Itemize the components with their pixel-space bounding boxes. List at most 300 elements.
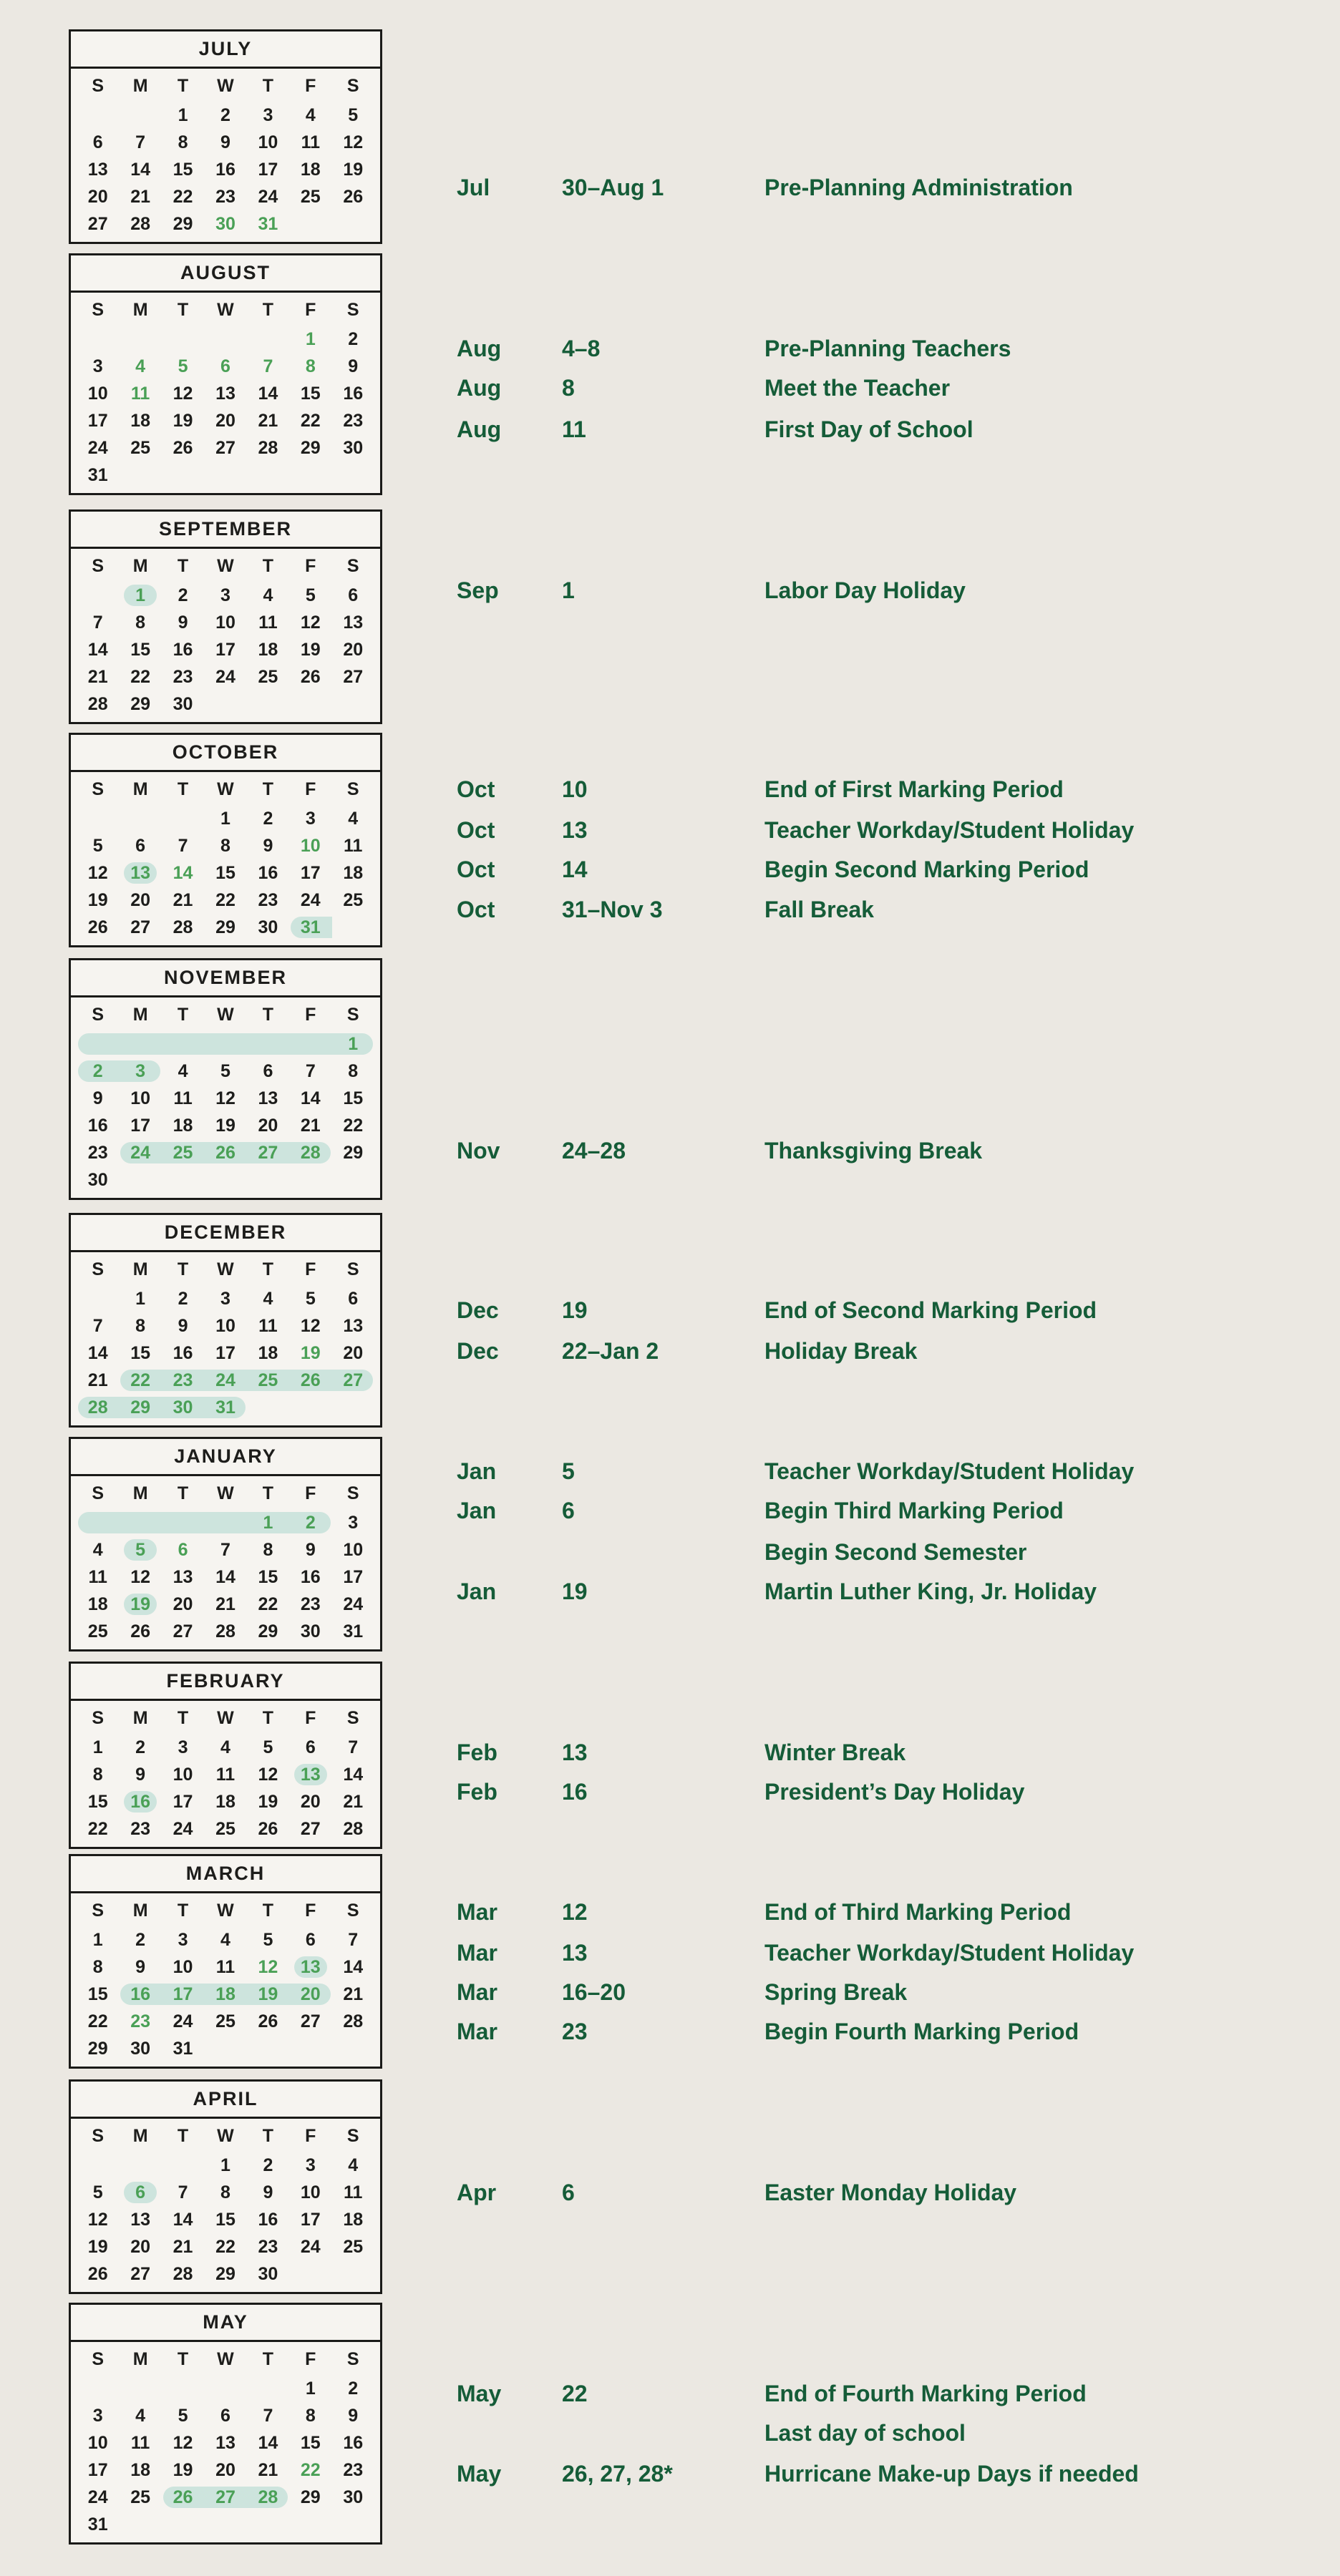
day-cell [77,2152,119,2179]
day-cell [247,462,289,489]
highlight-bar [119,1512,161,1533]
day-cell [204,1340,246,1367]
weekday-label: W [217,1900,234,1921]
day-cell [162,2008,204,2035]
day-cell [162,1761,204,1788]
day-number: 12 [173,2432,193,2453]
week-row [77,2008,374,2035]
day-cell [204,407,246,434]
day-cell [162,1030,204,1058]
weekday-label: W [217,1483,234,1503]
day-cell [77,1953,119,1981]
event-dates: 1 [562,577,575,603]
day-cell [119,2206,161,2233]
day-number: 31 [258,213,278,234]
event-row [457,2019,1079,2045]
day-cell [332,434,374,462]
day-cell [77,183,119,210]
day-number: 8 [92,1764,103,1785]
day-number: 3 [220,1288,230,1309]
day-number: 16 [173,1342,193,1363]
day-cell [77,832,119,859]
day-cell [77,1734,119,1761]
day-number: 25 [258,666,278,687]
event-month: Aug [457,416,502,442]
day-cell [289,887,331,914]
event-month: Aug [457,336,502,361]
weekday-label: T [177,779,189,799]
day-cell [204,2008,246,2035]
day-cell [332,1981,374,2008]
day-number: 1 [305,328,316,349]
event-row [457,1579,1097,1605]
day-cell [77,407,119,434]
day-cell [332,1367,374,1394]
day-number: 8 [178,132,188,152]
weekday-header-row [77,1478,374,1509]
month-grid [71,1476,380,1649]
day-cell [77,2206,119,2233]
day-cell [162,636,204,663]
day-cell [204,2457,246,2484]
day-number: 13 [130,2209,151,2230]
day-cell [247,1085,289,1112]
day-number: 13 [300,1956,321,1977]
day-number: 8 [305,2405,316,2426]
event-month [457,1539,562,1566]
day-number: 4 [348,2155,359,2175]
day-number: 19 [173,410,193,431]
day-number: 29 [300,2487,321,2507]
day-cell [162,1788,204,1815]
day-cell [332,691,374,718]
week-row [77,102,374,129]
day-cell [119,129,161,156]
day-cell [162,2152,204,2179]
day-number: 19 [130,1594,151,1614]
day-cell [77,582,119,609]
weekday-label: F [305,2348,316,2369]
day-number: 27 [215,2487,236,2507]
day-cell [119,1815,161,1843]
day-cell [289,1981,331,2008]
day-number: 29 [215,2263,236,2284]
day-number: 1 [178,104,188,125]
day-cell [119,1367,161,1394]
day-number: 15 [130,639,151,660]
event-label: Begin Second Semester [764,1539,1027,1565]
day-cell [204,1030,246,1058]
event-row [457,336,1011,362]
day-cell [77,691,119,718]
day-cell [162,832,204,859]
day-number: 17 [130,1115,151,1136]
day-cell [247,183,289,210]
day-cell [162,1085,204,1112]
day-cell [289,1618,331,1645]
event-dates: 6 [562,1498,575,1523]
event-label: Pre-Planning Administration [764,175,1073,200]
day-number: 2 [92,1060,103,1081]
event-label: Winter Break [764,1740,906,1765]
week-row [77,2035,374,2062]
day-number: 10 [343,1539,364,1560]
day-number: 7 [220,1539,230,1560]
event-row [457,1458,1134,1485]
day-cell [247,156,289,183]
day-cell [247,1563,289,1591]
week-row [77,2402,374,2429]
day-number: 5 [348,104,359,125]
day-cell [332,156,374,183]
weekday-label: M [132,299,148,320]
day-cell [332,326,374,353]
week-row [77,1536,374,1563]
weekday-label: M [132,2348,148,2369]
day-cell [77,1139,119,1166]
day-cell [247,407,289,434]
day-cell [119,1312,161,1340]
day-number: 22 [215,2236,236,2257]
event-label: Teacher Workday/Student Holiday [764,1458,1135,1484]
day-number: 6 [263,1060,273,1081]
day-cell [204,2511,246,2538]
day-cell [162,1139,204,1166]
day-number: 12 [343,132,364,152]
weekday-label: F [305,299,316,320]
week-row [77,434,374,462]
day-number: 23 [173,1370,193,1390]
day-cell [162,183,204,210]
event-label: President’s Day Holiday [764,1779,1025,1805]
day-cell [204,1285,246,1312]
day-number: 30 [87,1169,108,1190]
day-number: 9 [92,1088,103,1108]
day-number: 29 [258,1621,278,1641]
day-cell [162,1563,204,1591]
day-cell [247,1312,289,1340]
day-cell [77,1618,119,1645]
event-month: Mar [457,2019,497,2044]
day-cell [162,805,204,832]
event-month: Jan [457,1458,497,1484]
day-number: 24 [87,437,108,458]
event-month: Jul [457,175,490,200]
day-cell [247,1618,289,1645]
day-cell [77,2511,119,2538]
day-number: 6 [220,2405,230,2426]
weekday-label: W [217,75,234,96]
day-number: 18 [343,2209,364,2230]
day-number: 5 [135,1539,146,1560]
day-cell [332,1058,374,1085]
day-cell [289,1563,331,1591]
day-number: 19 [215,1115,236,1136]
day-cell [332,462,374,489]
day-number: 12 [300,612,321,633]
day-number: 25 [343,889,364,910]
day-cell [162,1926,204,1953]
day-cell [77,2035,119,2062]
day-cell [332,1312,374,1340]
day-number: 21 [258,2459,278,2480]
day-cell [162,663,204,691]
day-number: 24 [130,1142,151,1163]
day-cell [247,380,289,407]
day-number: 18 [130,410,151,431]
day-number: 1 [135,1288,146,1309]
day-number: 19 [258,1791,278,1812]
day-number: 5 [263,1929,273,1950]
day-cell [289,1367,331,1394]
day-number: 30 [258,2263,278,2284]
day-number: 2 [178,1288,188,1309]
day-number: 20 [300,1984,321,2004]
event-dates: 22 [562,2381,588,2406]
day-cell [162,914,204,941]
day-number: 7 [92,612,103,633]
day-cell [204,1815,246,1843]
day-cell [119,2152,161,2179]
day-number: 2 [348,2378,359,2399]
day-number: 21 [173,889,193,910]
day-number: 7 [305,1060,316,1081]
week-row [77,1509,374,1536]
day-number: 28 [258,437,278,458]
event-row [457,2461,1139,2487]
event-label: Thanksgiving Break [764,1138,983,1163]
day-cell [204,1085,246,1112]
day-number: 2 [135,1929,146,1950]
day-number: 14 [343,1764,364,1785]
day-cell [162,1591,204,1618]
event-dates: 14 [562,857,588,882]
day-cell [332,2429,374,2457]
weekday-label: T [262,1900,274,1921]
day-number: 9 [348,2405,359,2426]
day-number: 7 [178,835,188,856]
day-cell [247,1394,289,1421]
day-number: 17 [258,159,278,180]
day-number: 15 [87,1791,108,1812]
day-number: 3 [92,356,103,376]
day-number: 6 [305,1929,316,1950]
event-month: Oct [457,897,495,922]
event-month: Dec [457,1338,499,1364]
day-number: 15 [343,1088,364,1108]
day-cell [119,887,161,914]
day-number: 4 [263,585,273,605]
day-cell [332,887,374,914]
day-cell [289,1536,331,1563]
day-number: 11 [88,1566,107,1587]
day-cell [247,2457,289,2484]
day-number: 24 [173,1818,193,1839]
day-number: 14 [173,2209,193,2230]
day-cell [247,2233,289,2260]
event-month: Oct [457,817,495,843]
day-number: 25 [130,437,151,458]
day-number: 10 [87,2432,108,2453]
day-number: 31 [215,1397,236,1418]
week-row [77,2152,374,2179]
day-number: 13 [343,612,364,633]
day-cell [162,1734,204,1761]
month-grid [71,549,380,722]
weekday-label: T [262,555,274,576]
day-number: 16 [300,1566,321,1587]
day-number: 19 [300,639,321,660]
month-grid [71,2342,380,2542]
weekday-label: S [346,1004,359,1025]
day-number: 1 [305,2378,316,2399]
weekday-label: W [217,2125,234,2146]
day-cell [162,1285,204,1312]
day-number: 22 [87,1818,108,1839]
day-cell [247,1788,289,1815]
day-number: 14 [343,1956,364,1977]
weekday-label: T [262,1707,274,1728]
week-row [77,609,374,636]
day-number: 13 [215,2432,236,2453]
event-month: Jan [457,1498,497,1523]
day-number: 26 [173,2487,193,2507]
day-number: 29 [343,1142,364,1163]
month-grid [71,69,380,242]
day-number: 28 [343,2011,364,2031]
day-cell [77,353,119,380]
event-dates: 16 [562,1779,588,1805]
day-cell [119,859,161,887]
day-cell [162,210,204,238]
day-cell [289,2484,331,2511]
day-number: 4 [92,1539,103,1560]
day-cell [162,2429,204,2457]
day-cell [119,353,161,380]
month-calendar-march [69,1854,382,2069]
day-cell [289,2206,331,2233]
day-cell [289,1394,331,1421]
day-number: 20 [130,889,151,910]
day-number: 5 [178,356,188,376]
weekday-label: S [92,555,105,576]
day-cell [162,1618,204,1645]
day-cell [332,805,374,832]
weekday-label: S [346,2125,359,2146]
week-row [77,1953,374,1981]
weekday-label: W [217,2348,234,2369]
day-cell [332,1285,374,1312]
day-cell [119,1788,161,1815]
week-row [77,407,374,434]
day-number: 10 [87,383,108,404]
day-cell [204,380,246,407]
day-cell [77,2260,119,2288]
day-cell [289,2457,331,2484]
day-cell [332,1953,374,1981]
day-cell [332,1536,374,1563]
day-cell [289,832,331,859]
day-cell [119,691,161,718]
event-dates: 8 [562,375,575,401]
day-number: 17 [215,1342,236,1363]
day-number: 3 [220,585,230,605]
day-cell [332,1815,374,1843]
day-cell [332,1166,374,1194]
weekday-label: T [177,1707,189,1728]
day-number: 9 [135,1956,146,1977]
day-cell [162,1981,204,2008]
day-cell [77,1394,119,1421]
day-cell [332,2206,374,2233]
day-cell [119,2008,161,2035]
day-number: 28 [343,1818,364,1839]
weekday-header-row [77,70,374,102]
weekday-label: F [305,1900,316,1921]
day-cell [332,2152,374,2179]
event-month: Apr [457,2180,497,2205]
week-row [77,2206,374,2233]
event-month: Jan [457,1579,497,1604]
weekday-label: F [305,75,316,96]
day-number: 25 [215,2011,236,2031]
event-dates: 30–Aug 1 [562,175,664,200]
day-cell [289,636,331,663]
day-cell [332,1761,374,1788]
event-row [457,1338,917,1365]
day-cell [119,1166,161,1194]
highlight-bar [119,1033,161,1055]
day-cell [204,1591,246,1618]
day-cell [332,1030,374,1058]
week-row [77,691,374,718]
day-cell [204,2375,246,2402]
weekday-label: W [217,1707,234,1728]
day-number: 7 [263,356,273,376]
day-number: 28 [300,1142,321,1163]
event-month: Oct [457,776,495,802]
day-number: 13 [173,1566,193,1587]
day-number: 20 [215,410,236,431]
event-dates: 6 [562,2180,575,2205]
event-label: End of First Marking Period [764,776,1064,802]
day-cell [247,832,289,859]
day-number: 16 [87,1115,108,1136]
day-number: 26 [258,2011,278,2031]
day-cell [332,2484,374,2511]
day-cell [332,1591,374,1618]
day-cell [77,2375,119,2402]
week-row [77,2179,374,2206]
day-number: 12 [130,1566,151,1587]
day-cell [204,1926,246,1953]
day-cell [119,2233,161,2260]
day-cell [204,2233,246,2260]
day-number: 2 [305,1512,316,1533]
day-number: 21 [343,1984,364,2004]
day-number: 4 [263,1288,273,1309]
day-number: 5 [220,1060,230,1081]
weekday-label: S [92,1483,105,1503]
day-cell [247,1166,289,1194]
day-cell [204,1058,246,1085]
day-cell [204,156,246,183]
day-cell [289,183,331,210]
day-cell [119,1112,161,1139]
day-cell [162,859,204,887]
day-number: 21 [343,1791,364,1812]
day-number: 5 [263,1737,273,1757]
